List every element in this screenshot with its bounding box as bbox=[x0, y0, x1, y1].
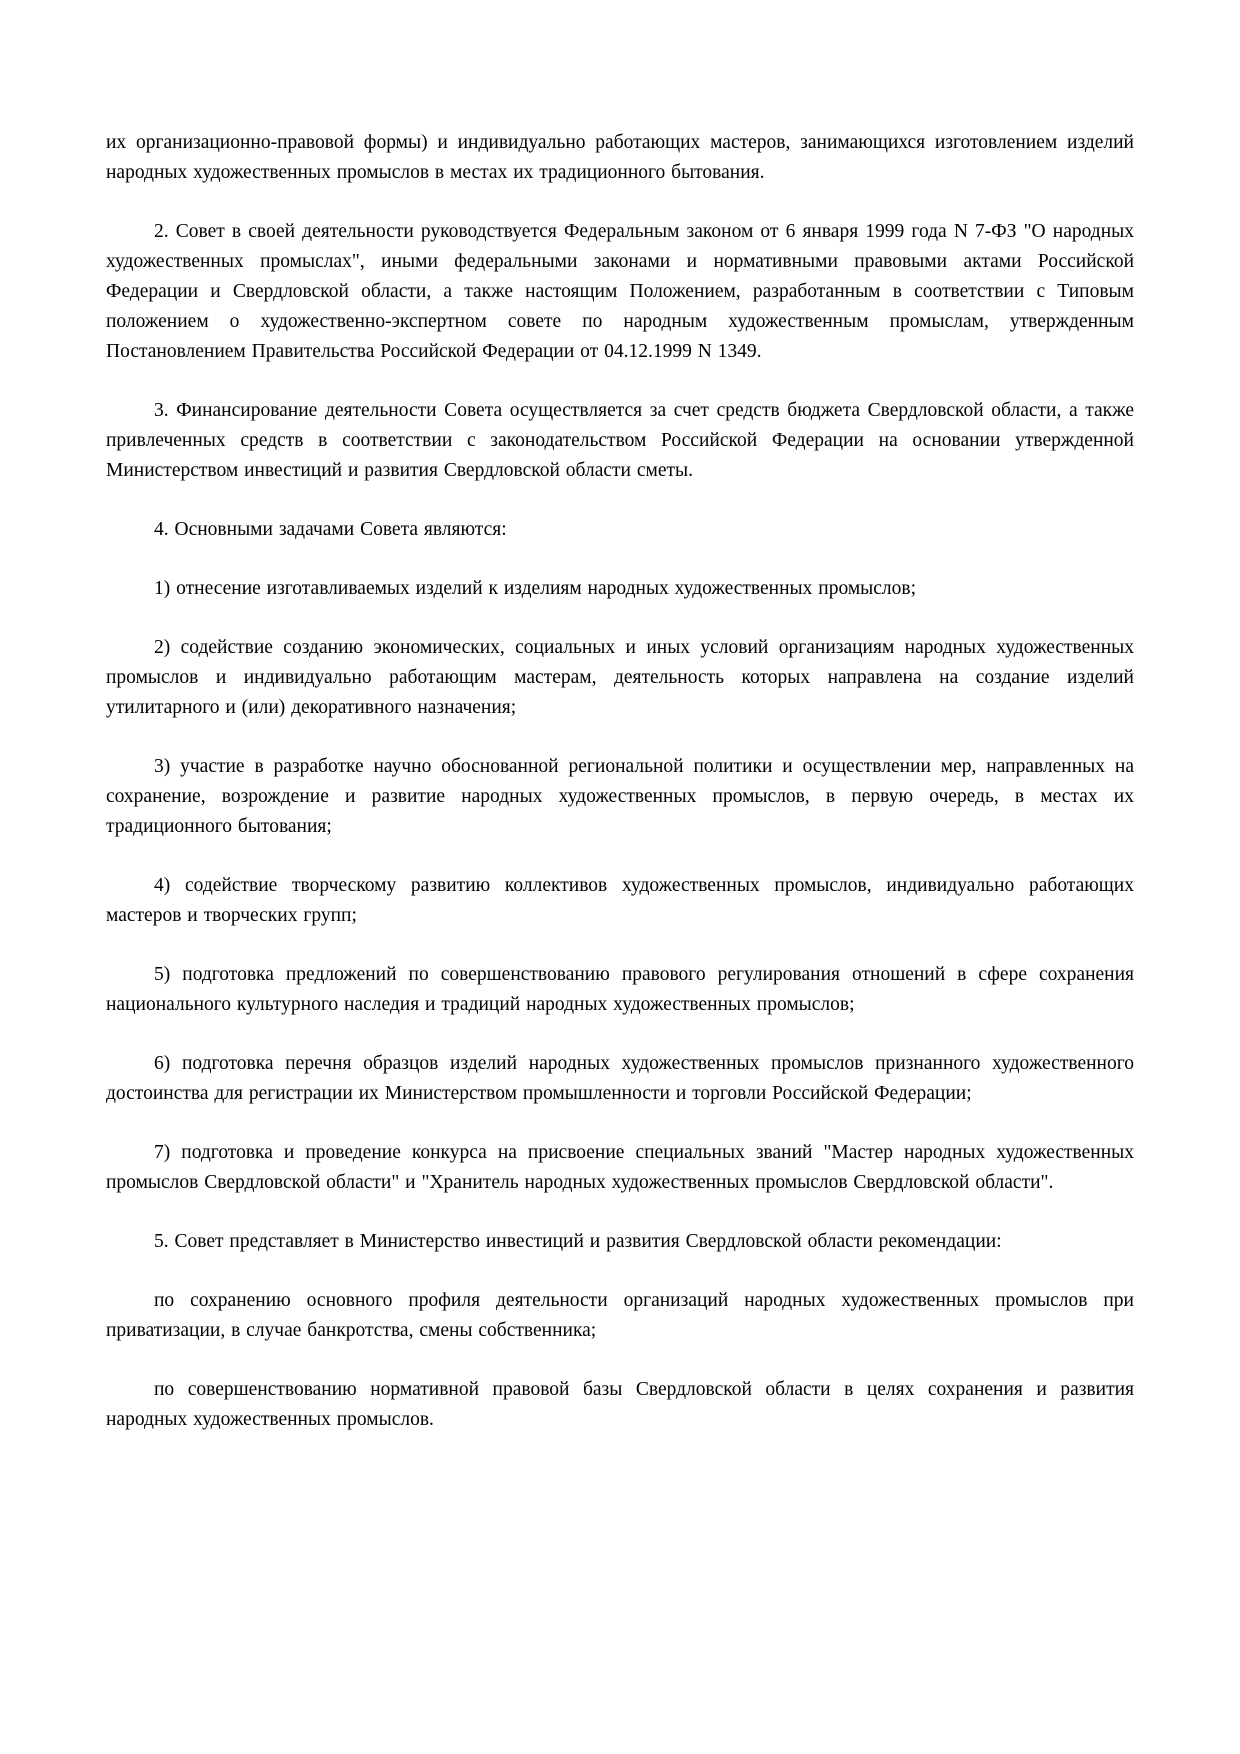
paragraph: по сохранению основного профиля деятельности организаций народных художественных промыслов при приватизации, в случае банкротства, смены собственника; bbox=[106, 1290, 1134, 1341]
list-item-paragraph: 4) содействие творческому развитию коллективов художественных промыслов, индивидуально работающих мастеров и творческих групп; bbox=[106, 875, 1134, 926]
list-item-paragraph: 5) подготовка предложений по совершенствованию правового регулирования отношений в сфере сохранения национального культурного наследия и традиций народных художественных промыслов; bbox=[106, 964, 1134, 1015]
paragraph: 5. Совет представляет в Министерство инвестиций и развития Свердловской области рекомендации: bbox=[154, 1231, 1002, 1252]
paragraph: 4. Основными задачами Совета являются: bbox=[154, 519, 507, 540]
list-item-paragraph: 6) подготовка перечня образцов изделий народных художественных промыслов признанного художественного достоинства для регистрации их Министерством промышленности и торговли Российской Федерации; bbox=[106, 1053, 1134, 1104]
paragraph: 2. Совет в своей деятельности руководствуется Федеральным законом от 6 января 1999 года N 7-ФЗ "О народных художественных промыслах", иными федеральными законами и нормативными правовыми актами Российской Федерации и Свердловской области, а также настоящим Положением, разработанным в соответствии с Типовым положением о художественно-экспертном совете по народным художественным промыслам, утвержденным Постановлением Правительства Российской Федерации от 04.12.1999 N 1349. bbox=[106, 221, 1134, 362]
paragraph: их организационно-правовой формы) и индивидуально работающих мастеров, занимающихся изготовлением изделий народных художественных промыслов в местах их традиционного бытования. bbox=[106, 132, 1134, 183]
paragraph: 3. Финансирование деятельности Совета осуществляется за счет средств бюджета Свердловской области, а также привлеченных средств в соответствии с законодательством Российской Федерации на основании утвержденной Министерством инвестиций и развития Свердловской области сметы. bbox=[106, 400, 1134, 481]
document-body bbox=[106, 128, 1134, 1435]
list-item-paragraph: 7) подготовка и проведение конкурса на присвоение специальных званий "Мастер народных художественных промыслов Свердловской области" и "Хранитель народных художественных промыслов Свердловской области". bbox=[106, 1142, 1134, 1193]
list-item-paragraph: 3) участие в разработке научно обоснованной региональной политики и осуществлении мер, направленных на сохранение, возрождение и развитие народных художественных промыслов, в первую очередь, в местах их традиционного бытования; bbox=[106, 756, 1134, 837]
list-item-paragraph: 2) содействие созданию экономических, социальных и иных условий организациям народных художественных промыслов и индивидуально работающим мастерам, деятельность которых направлена на создание изделий утилитарного и (или) декоративного назначения; bbox=[106, 637, 1134, 718]
paragraph: по совершенствованию нормативной правовой базы Свердловской области в целях сохранения и развития народных художественных промыслов. bbox=[106, 1379, 1134, 1430]
list-item-paragraph: 1) отнесение изготавливаемых изделий к изделиям народных художественных промыслов; bbox=[154, 578, 917, 599]
